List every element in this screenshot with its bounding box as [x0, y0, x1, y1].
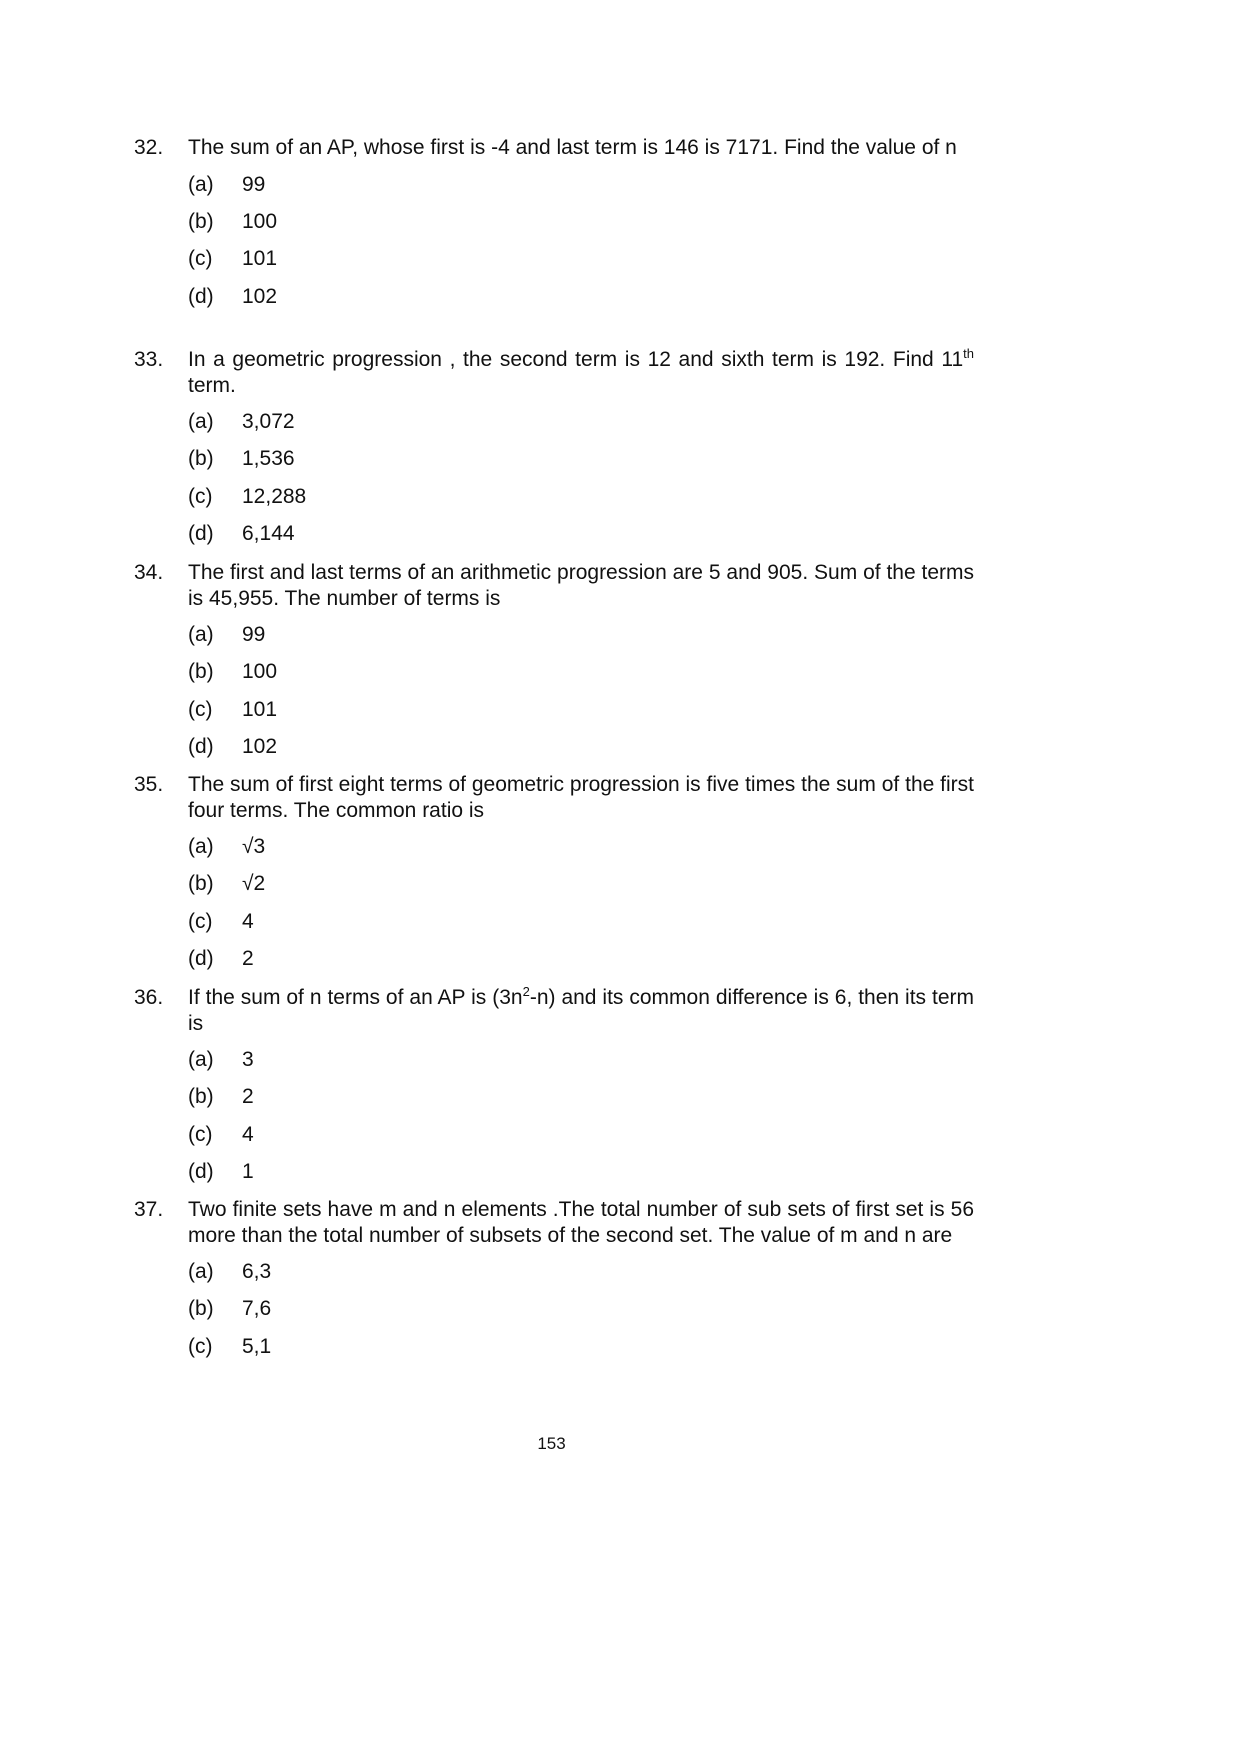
- question-text-tail: term.: [188, 373, 236, 397]
- question-34: [134, 560, 974, 772]
- option-a: [188, 622, 974, 659]
- option-text: 4: [242, 909, 254, 933]
- option-letter: (c): [188, 909, 213, 933]
- question-text-main: The sum of first eight terms of geometric progression is five times the sum of the first four terms. The common ratio is: [188, 773, 974, 822]
- options-list: [188, 409, 974, 559]
- question-text: [188, 135, 974, 161]
- option-letter: (d): [188, 522, 214, 546]
- question-text-main: In a geometric progression , the second term is 12 and sixth term is 192. Find 11: [188, 348, 964, 371]
- option-a: [188, 834, 974, 871]
- question-text: [188, 347, 974, 398]
- option-letter: (d): [188, 1160, 214, 1184]
- question-37: [134, 1197, 974, 1371]
- question-text-tail: -n) and its common difference is 6, then its term is: [188, 986, 974, 1035]
- option-text: 102: [242, 735, 278, 759]
- option-text: 2: [242, 947, 254, 971]
- option-c: [188, 1122, 974, 1159]
- superscript-text: th: [963, 346, 974, 361]
- option-a: [188, 1047, 974, 1084]
- option-text: √3: [242, 835, 266, 858]
- option-letter: (c): [188, 247, 213, 271]
- question-text: [188, 772, 974, 823]
- question-text-main: The first and last terms of an arithmetic progression are 5 and 905. Sum of the terms is 45,955. The number of terms is: [188, 561, 974, 610]
- option-letter: (a): [188, 410, 214, 433]
- question-number: 36.: [134, 986, 164, 1009]
- options-list: [188, 622, 974, 772]
- options-list: [188, 1047, 974, 1197]
- option-letter: (a): [188, 1260, 214, 1283]
- option-a: [188, 172, 974, 209]
- option-letter: (a): [188, 1048, 214, 1071]
- question-number: 33.: [134, 348, 164, 371]
- question-text: [188, 560, 974, 611]
- option-text: 6,144: [242, 522, 295, 546]
- option-a: [188, 409, 974, 446]
- option-letter: (b): [188, 872, 214, 896]
- option-letter: (b): [188, 1297, 214, 1321]
- option-letter: (d): [188, 284, 214, 308]
- question-35: [134, 772, 974, 984]
- option-text: 100: [242, 209, 278, 233]
- option-text: 2: [242, 1085, 254, 1109]
- option-b: [188, 1084, 974, 1121]
- option-letter: (b): [188, 1085, 214, 1109]
- option-letter: (c): [188, 484, 213, 508]
- option-c: [188, 484, 974, 521]
- superscript-text: 2: [522, 984, 530, 999]
- options-list: [188, 1259, 974, 1371]
- option-c: [188, 697, 974, 734]
- option-text: 5,1: [242, 1334, 272, 1358]
- question-number: 34.: [134, 561, 164, 584]
- option-text: 101: [242, 247, 278, 271]
- options-list: [188, 172, 974, 322]
- option-d: [188, 284, 974, 321]
- option-b: [188, 659, 974, 696]
- question-text: [188, 985, 974, 1036]
- option-letter: (d): [188, 735, 214, 759]
- option-c: [188, 909, 974, 946]
- option-text: √2: [242, 872, 266, 896]
- option-letter: (c): [188, 697, 213, 721]
- option-text: 99: [242, 172, 266, 196]
- option-text: 100: [242, 660, 278, 684]
- option-c: [188, 246, 974, 283]
- question-36: [134, 985, 974, 1197]
- option-text: 3,072: [242, 410, 295, 433]
- option-b: [188, 871, 974, 908]
- question-number: 37.: [134, 1198, 164, 1221]
- option-letter: (d): [188, 947, 214, 971]
- option-letter: (a): [188, 623, 214, 646]
- option-text: 1,536: [242, 447, 295, 471]
- option-text: 3: [242, 1048, 254, 1071]
- question-32: [134, 135, 974, 321]
- option-text: 99: [242, 623, 266, 646]
- page-number: 153: [537, 1434, 566, 1453]
- option-text: 6,3: [242, 1260, 272, 1283]
- option-d: [188, 521, 974, 558]
- question-number: 35.: [134, 773, 164, 796]
- question-text-main: Two finite sets have m and n elements .The total number of sub sets of first set is 56 more than the total number of subsets of the second set. The value of m and n are: [188, 1198, 974, 1247]
- option-d: [188, 734, 974, 771]
- option-text: 4: [242, 1122, 254, 1146]
- option-text: 12,288: [242, 484, 307, 508]
- option-b: [188, 446, 974, 483]
- option-letter: (a): [188, 172, 214, 196]
- question-text: [188, 1197, 974, 1248]
- option-letter: (b): [188, 660, 214, 684]
- option-d: [188, 946, 974, 983]
- option-b: [188, 209, 974, 246]
- option-a: [188, 1259, 974, 1296]
- question-33: [134, 347, 974, 559]
- question-number: 32.: [134, 136, 164, 159]
- option-letter: (b): [188, 209, 214, 233]
- option-text: 101: [242, 697, 278, 721]
- option-letter: (b): [188, 447, 214, 471]
- option-b: [188, 1296, 974, 1333]
- option-letter: (c): [188, 1122, 213, 1146]
- option-text: 1: [242, 1160, 254, 1184]
- option-text: 102: [242, 284, 278, 308]
- question-text-main: The sum of an AP, whose first is -4 and last term is 146 is 7171. Find the value of n: [188, 136, 957, 159]
- option-c: [188, 1334, 974, 1371]
- option-text: 7,6: [242, 1297, 272, 1321]
- option-letter: (c): [188, 1334, 213, 1358]
- question-text-main: If the sum of n terms of an AP is (3n: [188, 986, 523, 1009]
- option-letter: (a): [188, 835, 214, 858]
- option-d: [188, 1159, 974, 1196]
- options-list: [188, 834, 974, 984]
